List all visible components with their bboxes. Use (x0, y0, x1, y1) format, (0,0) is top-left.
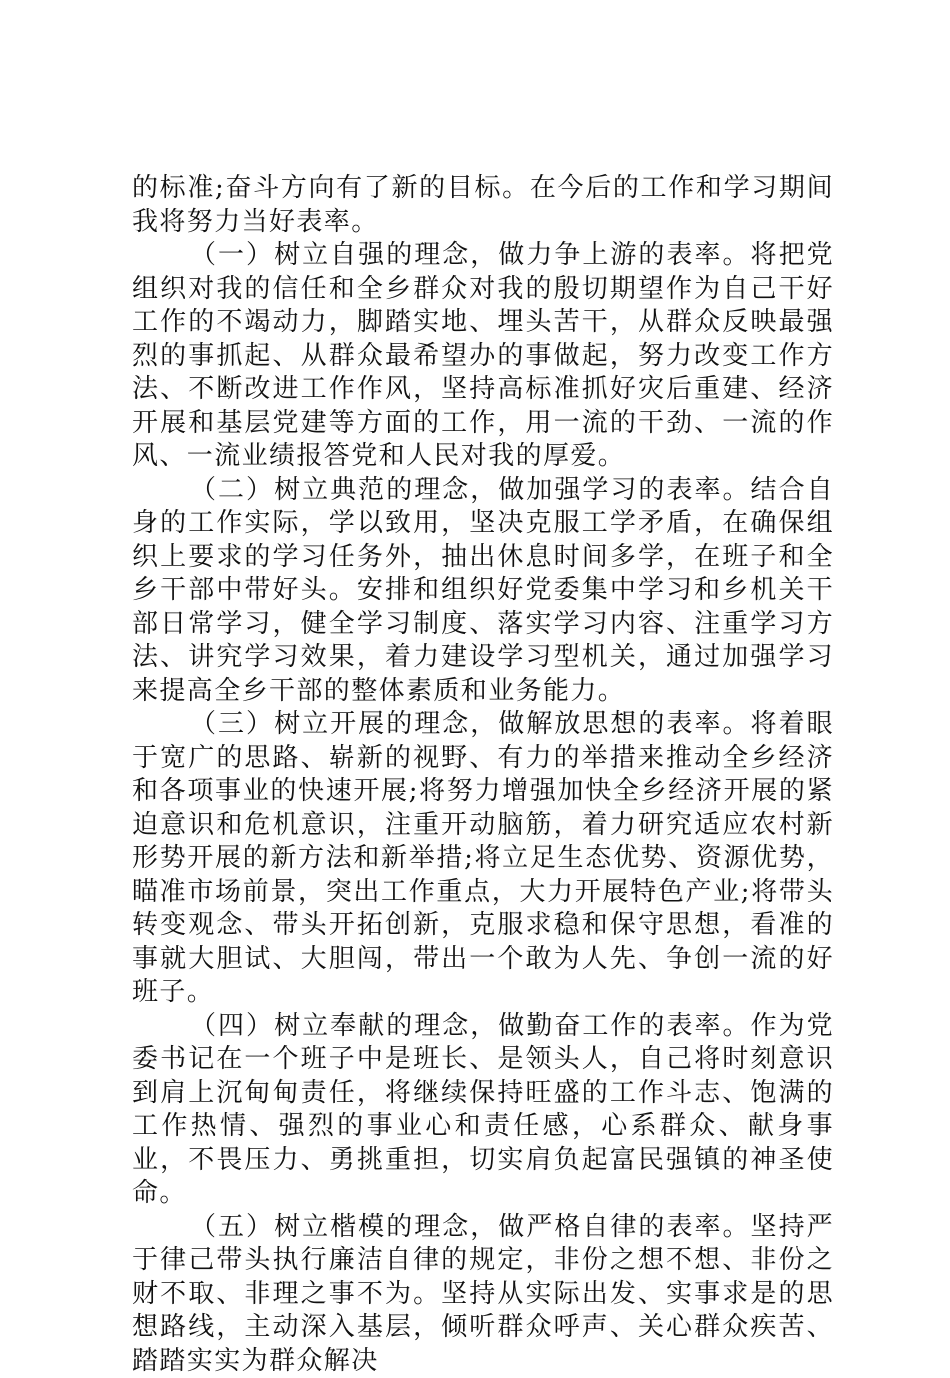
body-text (132, 172, 834, 1378)
paragraph-continuation: 的标准;奋斗方向有了新的目标。在今后的工作和学习期间我将努力当好表率。 (132, 172, 834, 239)
paragraph-item-5: （五）树立楷模的理念，做严格自律的表率。坚持严于律己带头执行廉洁自律的规定，非份之想不想、非份之财不取、非理之事不为。坚持从实际出发、实事求是的思想路线，主动深入基层，倾听群众呼声、关心群众疾苦、踏踏实实为群众解决 (132, 1211, 834, 1378)
paragraph-item-1: （一）树立自强的理念，做力争上游的表率。将把党组织对我的信任和全乡群众对我的殷切期望作为自己干好工作的不竭动力，脚踏实地、埋头苦干，从群众反映最强烈的事抓起、从群众最希望办的事做起，努力改变工作方法、不断改进工作作风，坚持高标准抓好灾后重建、经济开展和基层党建等方面的工作，用一流的干劲、一流的作风、一流业绩报答党和人民对我的厚爱。 (132, 239, 834, 474)
paragraph-item-2: （二）树立典范的理念，做加强学习的表率。结合自身的工作实际，学以致用，坚决克服工学矛盾，在确保组织上要求的学习任务外，抽出休息时间多学，在班子和全乡干部中带好头。安排和组织好党委集中学习和乡机关干部日常学习，健全学习制度、落实学习内容、注重学习方法、讲究学习效果，着力建设学习型机关，通过加强学习来提高全乡干部的整体素质和业务能力。 (132, 474, 834, 709)
paragraph-item-3: （三）树立开展的理念，做解放思想的表率。将着眼于宽广的思路、崭新的视野、有力的举措来推动全乡经济和各项事业的快速开展;将努力增强加快全乡经济开展的紧迫意识和危机意识，注重开动脑筋，着力研究适应农村新形势开展的新方法和新举措;将立足生态优势、资源优势，瞄准市场前景，突出工作重点，大力开展特色产业;将带头转变观念、带头开拓创新，克服求稳和保守思想，看准的事就大胆试、大胆闯，带出一个敢为人先、争创一流的好班子。 (132, 708, 834, 1010)
paragraph-item-4: （四）树立奉献的理念，做勤奋工作的表率。作为党委书记在一个班子中是班长、是领头人，自己将时刻意识到肩上沉甸甸责任，将继续保持旺盛的工作斗志、饱满的工作热情、强烈的事业心和责任感，心系群众、献身事业，不畏压力、勇挑重担，切实肩负起富民强镇的神圣使命。 (132, 1010, 834, 1211)
